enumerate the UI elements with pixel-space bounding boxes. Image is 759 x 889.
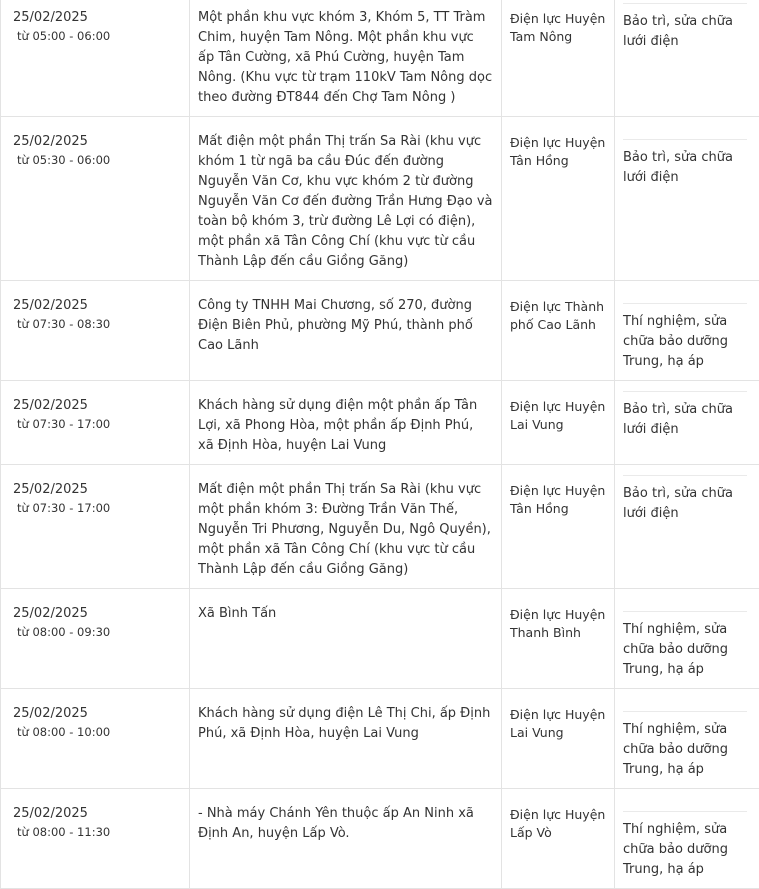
- outage-time-range: từ 07:30 - 17:00: [13, 499, 183, 517]
- area-cell: [190, 789, 502, 889]
- time-cell: [1, 689, 190, 789]
- outage-time-range: từ 07:30 - 17:00: [13, 415, 183, 433]
- table-row: [1, 589, 759, 689]
- time-cell: [1, 589, 190, 689]
- outage-reason: Bảo trì, sửa chữa lưới điện: [623, 3, 747, 52]
- power-unit: Điện lực Huyện Tam Nông: [510, 10, 608, 46]
- area-cell: [190, 281, 502, 381]
- unit-cell: [502, 0, 615, 117]
- outage-date: 25/02/2025: [13, 133, 183, 151]
- time-cell: [1, 117, 190, 281]
- unit-cell: [502, 117, 615, 281]
- outage-reason: Thí nghiệm, sửa chữa bảo dưỡng Trung, hạ áp: [623, 711, 747, 780]
- area-cell: [190, 117, 502, 281]
- unit-cell: [502, 689, 615, 789]
- unit-cell: [502, 381, 615, 465]
- time-cell: [1, 0, 190, 117]
- outage-reason: Bảo trì, sửa chữa lưới điện: [623, 139, 747, 188]
- power-unit: Điện lực Huyện Lai Vung: [510, 706, 608, 742]
- outage-area: Khách hàng sử dụng điện Lê Thị Chi, ấp Định Phú, xã Định Hòa, huyện Lai Vung: [198, 704, 493, 744]
- unit-cell: [502, 789, 615, 889]
- outage-reason: Bảo trì, sửa chữa lưới điện: [623, 475, 747, 524]
- table-row: [1, 0, 759, 117]
- outage-time-range: từ 05:00 - 06:00: [13, 27, 183, 45]
- reason-cell: [615, 0, 759, 117]
- unit-cell: [502, 589, 615, 689]
- time-cell: [1, 281, 190, 381]
- table-row: [1, 117, 759, 281]
- unit-cell: [502, 281, 615, 381]
- table-row: [1, 689, 759, 789]
- outage-reason: Thí nghiệm, sửa chữa bảo dưỡng Trung, hạ áp: [623, 611, 747, 680]
- table-row: [1, 789, 759, 889]
- area-cell: [190, 689, 502, 789]
- outage-area: Một phần khu vực khóm 3, Khóm 5, TT Tràm Chim, huyện Tam Nông. Một phần khu vực ấp Tân Cường, xã Phú Cường, huyện Tam Nông. (Khu vực từ trạm 110kV Tam Nông dọc theo đường ĐT844 đến Chợ Tam Nông ): [198, 8, 493, 108]
- outage-time-range: từ 08:00 - 11:30: [13, 823, 183, 841]
- outage-area: Công ty TNHH Mai Chương, số 270, đường Điện Biên Phủ, phường Mỹ Phú, thành phố Cao Lãnh: [198, 296, 493, 356]
- outage-time-range: từ 08:00 - 09:30: [13, 623, 183, 641]
- table-row: [1, 465, 759, 589]
- power-unit: Điện lực Huyện Lấp Vò: [510, 806, 608, 842]
- reason-cell: [615, 465, 759, 589]
- unit-cell: [502, 465, 615, 589]
- reason-cell: [615, 789, 759, 889]
- outage-time-range: từ 07:30 - 08:30: [13, 315, 183, 333]
- power-unit: Điện lực Thành phố Cao Lãnh: [510, 298, 608, 334]
- reason-cell: [615, 281, 759, 381]
- power-unit: Điện lực Huyện Tân Hồng: [510, 482, 608, 518]
- outage-date: 25/02/2025: [13, 481, 183, 499]
- reason-cell: [615, 381, 759, 465]
- outage-date: 25/02/2025: [13, 605, 183, 623]
- table-row: [1, 381, 759, 465]
- outage-date: 25/02/2025: [13, 397, 183, 415]
- time-cell: [1, 465, 190, 589]
- outage-reason: Thí nghiệm, sửa chữa bảo dưỡng Trung, hạ áp: [623, 811, 747, 880]
- outage-time-range: từ 05:30 - 06:00: [13, 151, 183, 169]
- outage-area: Mất điện một phần Thị trấn Sa Rài (khu vực một phần khóm 3: Đường Trần Văn Thế, Nguyễn Tri Phương, Nguyễn Du, Ngô Quyền), một phần xã Tân Công Chí (khu vực từ cầu Thành Lập đến cầu Giồng Găng): [198, 480, 493, 580]
- reason-cell: [615, 689, 759, 789]
- outage-area: Khách hàng sử dụng điện một phần ấp Tân Lợi, xã Phong Hòa, một phần ấp Định Phú, xã Định Hòa, huyện Lai Vung: [198, 396, 493, 456]
- power-unit: Điện lực Huyện Thanh Bình: [510, 606, 608, 642]
- time-cell: [1, 789, 190, 889]
- reason-cell: [615, 589, 759, 689]
- power-unit: Điện lực Huyện Tân Hồng: [510, 134, 608, 170]
- outage-reason: Bảo trì, sửa chữa lưới điện: [623, 391, 747, 440]
- outage-area: - Nhà máy Chánh Yên thuộc ấp An Ninh xã Định An, huyện Lấp Vò.: [198, 804, 493, 844]
- outage-date: 25/02/2025: [13, 805, 183, 823]
- reason-cell: [615, 117, 759, 281]
- time-cell: [1, 381, 190, 465]
- area-cell: [190, 381, 502, 465]
- area-cell: [190, 465, 502, 589]
- outage-reason: Thí nghiệm, sửa chữa bảo dưỡng Trung, hạ áp: [623, 303, 747, 372]
- area-cell: [190, 589, 502, 689]
- outage-area: Mất điện một phần Thị trấn Sa Rài (khu vực khóm 1 từ ngã ba cầu Đúc đến đường Nguyễn Văn Cơ, khu vực khóm 2 từ đường Nguyễn Văn Cơ đến đường Trần Hưng Đạo và toàn bộ khóm 3, trừ đường Lê Lợi có điện), một phần xã Tân Công Chí (khu vực từ cầu Thành Lập đến cầu Giồng Găng): [198, 132, 493, 272]
- table-row: [1, 281, 759, 381]
- area-cell: [190, 0, 502, 117]
- outage-date: 25/02/2025: [13, 297, 183, 315]
- outage-time-range: từ 08:00 - 10:00: [13, 723, 183, 741]
- power-unit: Điện lực Huyện Lai Vung: [510, 398, 608, 434]
- outage-area: Xã Bình Tấn: [198, 604, 493, 624]
- outage-date: 25/02/2025: [13, 9, 183, 27]
- outage-schedule-body: [1, 0, 759, 889]
- outage-date: 25/02/2025: [13, 705, 183, 723]
